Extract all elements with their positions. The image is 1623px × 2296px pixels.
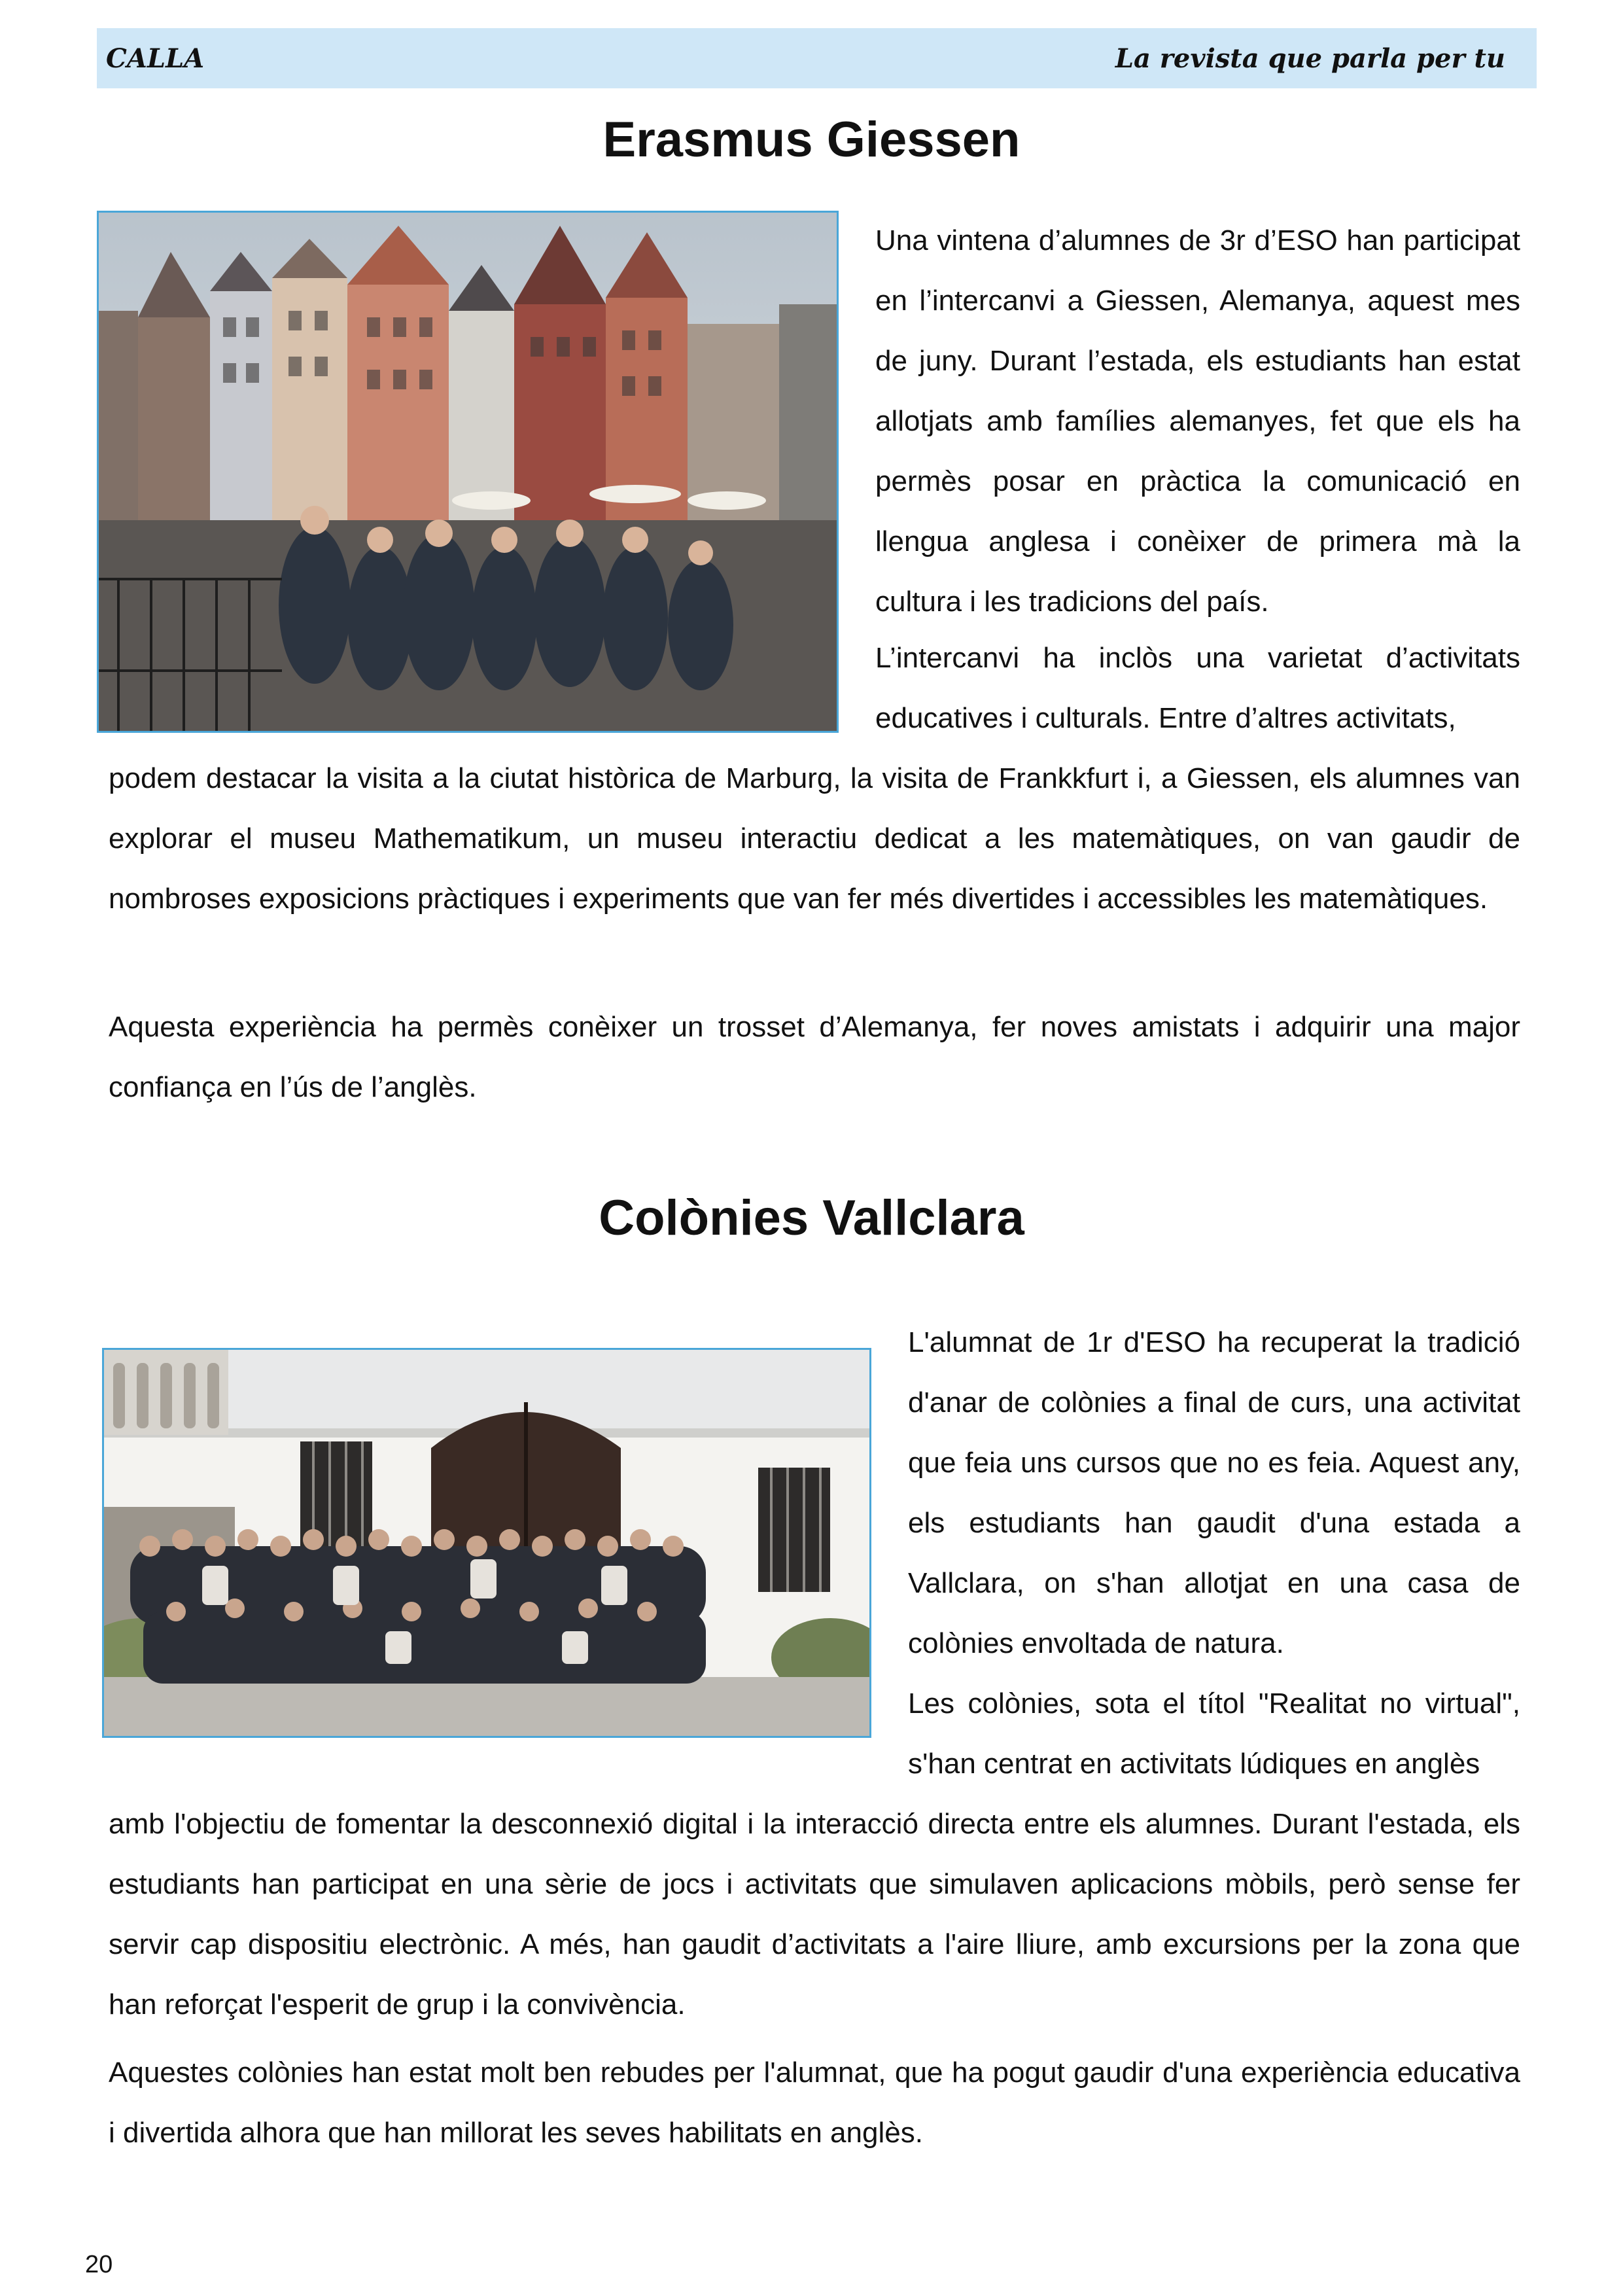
magazine-name: CALLA <box>106 43 205 74</box>
erasmus-paragraph-1: Una vintena d’alumnes de 3r d’ESO han participat en l’intercanvi a Giessen, Alemanya, aquest mes de juny. Durant l’estada, els estudiants han estat allotjats amb famílies alemanyes, fet que els ha permès posar en pràctica la comunicació en llengua anglesa i conèixer de primera mà la cultura i les tradicions del país. <box>875 224 1520 618</box>
erasmus-paragraph-2: L’intercanvi ha inclòs una varietat d’activitats educatives i culturals. Entre d’altres activitats, <box>875 642 1520 734</box>
colonies-photo <box>102 1348 871 1738</box>
erasmus-photo <box>97 211 839 733</box>
article-title-colonies: Colònies Vallclara <box>599 1190 1024 1246</box>
colonies-paragraph-3: Aquestes colònies han estat molt ben rebudes per l'alumnat, que ha pogut gaudir d'una experiència educativa i divertida alhora que han millorat les seves habilitats en anglès. <box>109 2057 1520 2149</box>
colonies-paragraph-1: L'alumnat de 1r d'ESO ha recuperat la tradició d'anar de colònies a final de curs, una activitat que feia uns cursos que no es feia. Aquest any, els estudiants han gaudit d'una estada a Vallclara, on s'han allotjat en una casa de colònies envoltada de natura. <box>908 1326 1520 1659</box>
article-title-erasmus: Erasmus Giessen <box>602 112 1021 168</box>
colonies-paragraph-2-continued: amb l'objectiu de fomentar la desconnexió digital i la interacció directa entre els alumnes. Durant l'estada, els estudiants han participat en una sèrie de jocs i activitats que simulaven aplicacions mòbils, però sense fer servir cap dispositiu electrònic. A més, han gaudit d’activitats a l'aire lliure, amb excursions per la zona que han reforçat l'esperit de grup i la convivència. <box>109 1808 1520 2021</box>
colonies-paragraph-2: Les colònies, sota el títol "Realitat no virtual", s'han centrat en activitats lúdiques en anglès <box>908 1687 1520 1780</box>
erasmus-paragraph-2-continued: podem destacar la visita a la ciutat històrica de Marburg, la visita de Frankkfurt i, a Giessen, els alumnes van explorar el museu Mathematikum, un museu interactiu dedicat a les matemàtiques, on van gaudir de nombroses exposicions pràctiques i experiments que van fer més divertides i accessibles les matemàtiques. <box>109 762 1520 915</box>
magazine-tagline: La revista que parla per tu <box>1115 43 1505 74</box>
page-number: 20 <box>85 2251 113 2278</box>
erasmus-paragraph-3: Aquesta experiència ha permès conèixer un trosset d’Alemanya, fer noves amistats i adquirir una major confiança en l’ús de l’anglès. <box>109 1011 1520 1103</box>
magazine-header <box>97 28 1537 88</box>
